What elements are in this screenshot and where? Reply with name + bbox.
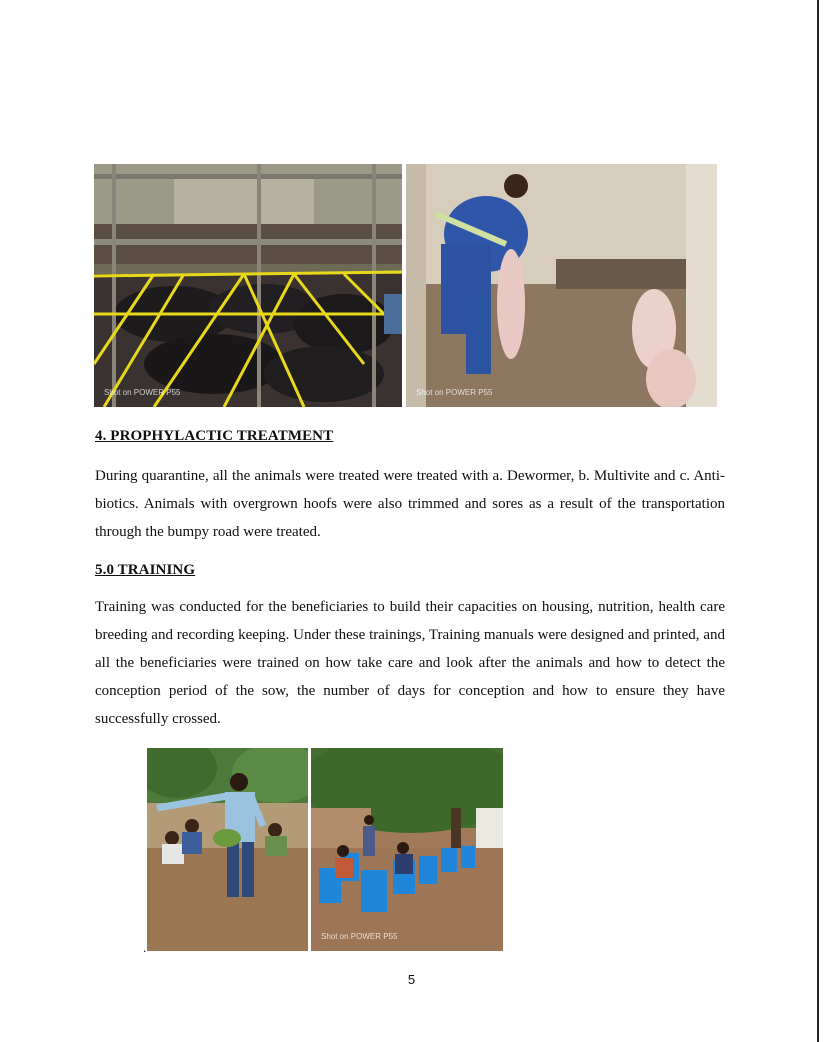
photo-watermark: Shot on POWER P55 (321, 932, 398, 941)
photo-watermark: Shot on POWER P55 (104, 388, 181, 397)
page-edge-line (817, 0, 819, 1042)
page-number: 5 (407, 972, 416, 987)
photo-pigs-in-truck (94, 164, 402, 407)
photo-training-speaker (147, 748, 308, 951)
paragraph-training (95, 593, 725, 733)
paragraph-text: Training was conducted for the beneficiaries to build their capacities on housing, nutrition, health care breeding and recording keeping. Under these trainings, Training manuals were designed and printed, and all the beneficiaries were trained on how take care and look after the animals and how to detect the conception period of the sow, the number of days for conception and how to ensure they have successfully crossed. (95, 599, 725, 727)
photo-training-group (311, 748, 503, 951)
stray-mark: . (143, 940, 147, 955)
photo-watermark: Shot on POWER P55 (416, 388, 493, 397)
photo-pigs-in-pen (406, 164, 717, 407)
section-heading-training: 5.0 TRAINING (95, 562, 196, 578)
paragraph-text: During quarantine, all the animals were treated were treated with a. Dewormer, b. Multivite and c. Anti-biotics. Animals with overgrown hoofs were also trimmed and sores as a result of the transportation through the bumpy road were treated. (95, 468, 725, 540)
paragraph-prophylactic-treatment (95, 462, 725, 546)
section-heading-prophylactic-treatment: 4. PROPHYLACTIC TREATMENT (95, 428, 334, 444)
